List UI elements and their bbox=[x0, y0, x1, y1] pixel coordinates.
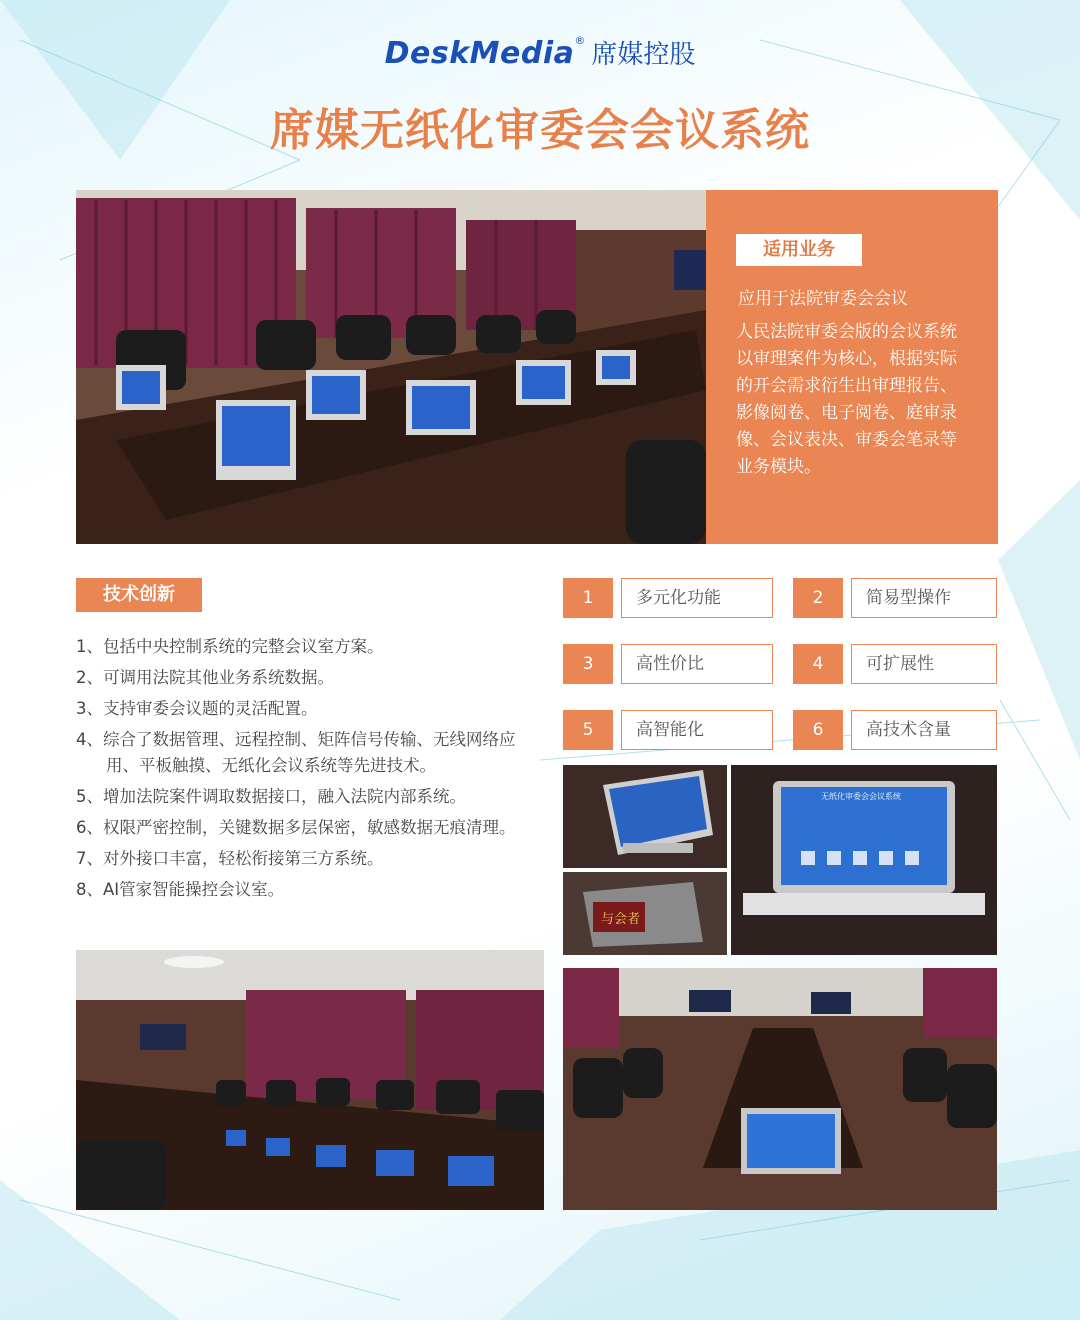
application-panel bbox=[706, 190, 998, 544]
screen-title: 无纸化审委会会议系统 bbox=[821, 792, 901, 801]
device-photo-tablet bbox=[563, 765, 727, 868]
feature-number: 6 bbox=[793, 710, 843, 750]
tech-item: 7、对外接口丰富，轻松衔接第三方系统。 bbox=[76, 849, 384, 868]
tech-item: 4、综合了数据管理、远程控制、矩阵信号传输、无线网络应用、平板触摸、无纸化会议系统等先进技术。 bbox=[76, 730, 516, 775]
feature-number: 5 bbox=[563, 710, 613, 750]
feature-label: 多元化功能 bbox=[621, 578, 773, 618]
tech-item: 5、增加法院案件调取数据接口，融入法院内部系统。 bbox=[76, 787, 466, 806]
brand-logo bbox=[0, 34, 1080, 71]
brand-name-cn: 席媒控股 bbox=[591, 40, 696, 70]
feature-number: 3 bbox=[563, 644, 613, 684]
application-description: 人民法院审委会版的会议系统以审理案件为核心，根据实际的开会需求衍生出审理报告、影像阅卷、电子阅卷、庭审录像、会议表决、审委会笔录等业务模块。 bbox=[736, 322, 957, 477]
feature-number: 2 bbox=[793, 578, 843, 618]
feature-label: 可扩展性 bbox=[851, 644, 997, 684]
tech-item: 6、权限严密控制，关键数据多层保密，敏感数据无痕清理。 bbox=[76, 818, 516, 837]
page-title: 席媒无纸化审委会会议系统 bbox=[270, 105, 810, 156]
registered-mark: ® bbox=[574, 34, 586, 47]
tech-item: 8、AI管家智能操控会议室。 bbox=[76, 880, 285, 899]
feature-number: 1 bbox=[563, 578, 613, 618]
application-badge: 适用业务 bbox=[736, 234, 862, 266]
tech-item: 3、支持审委会议题的灵活配置。 bbox=[76, 699, 318, 718]
feature-label: 高性价比 bbox=[621, 644, 773, 684]
device-photo-large-screen bbox=[731, 765, 997, 955]
feature-label: 简易型操作 bbox=[851, 578, 997, 618]
application-subtitle: 应用于法院审委会会议 bbox=[738, 289, 908, 309]
conference-photo-right bbox=[563, 968, 997, 1210]
brand-name-en: DeskMedia bbox=[384, 36, 575, 71]
feature-number: 4 bbox=[793, 644, 843, 684]
feature-label: 高技术含量 bbox=[851, 710, 997, 750]
tech-item: 1、包括中央控制系统的完整会议室方案。 bbox=[76, 637, 384, 656]
conference-photo-left bbox=[76, 950, 544, 1210]
tech-item: 2、可调用法院其他业务系统数据。 bbox=[76, 668, 334, 687]
main-conference-photo bbox=[76, 190, 706, 544]
feature-label: 高智能化 bbox=[621, 710, 773, 750]
device-photo-nameplate bbox=[563, 872, 727, 955]
nameplate-text: 与会者 bbox=[601, 912, 641, 927]
tech-list bbox=[76, 634, 546, 908]
tech-badge: 技术创新 bbox=[76, 578, 202, 612]
